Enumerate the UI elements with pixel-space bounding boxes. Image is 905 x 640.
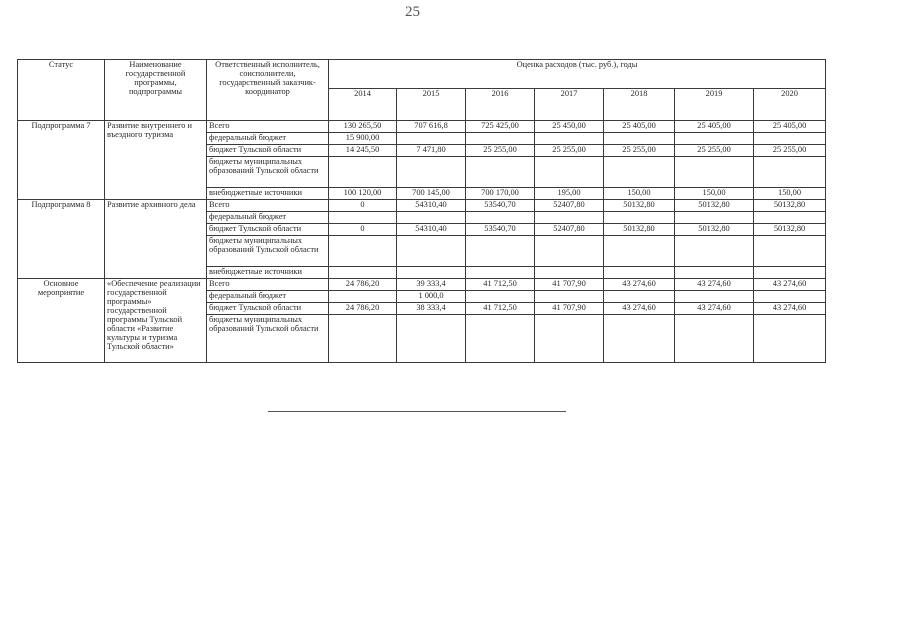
header-estimate: Оценка расходов (тыс. руб.), годы: [329, 60, 826, 89]
amount-cell: 25 405,00: [754, 121, 826, 133]
amount-cell: [754, 212, 826, 224]
amount-cell: 43 274,60: [754, 303, 826, 315]
funding-source: Всего: [207, 121, 329, 133]
funding-source: федеральный бюджет: [207, 291, 329, 303]
page-number: 25: [405, 4, 420, 20]
funding-source: федеральный бюджет: [207, 133, 329, 145]
amount-cell: 54310,40: [397, 200, 466, 212]
amount-cell: 53540,70: [466, 200, 535, 212]
amount-cell: [675, 133, 754, 145]
header-responsible: Ответственный исполнитель, соисполнители, государственный заказчик-координатор: [207, 60, 329, 121]
amount-cell: [466, 212, 535, 224]
amount-cell: [329, 236, 397, 267]
amount-cell: 50132,80: [604, 200, 675, 212]
amount-cell: 24 786,20: [329, 279, 397, 291]
amount-cell: [329, 315, 397, 363]
amount-cell: 39 333,4: [397, 279, 466, 291]
amount-cell: [466, 157, 535, 188]
amount-cell: 1 000,0: [397, 291, 466, 303]
amount-cell: [535, 212, 604, 224]
amount-cell: [397, 212, 466, 224]
funding-source: Всего: [207, 200, 329, 212]
amount-cell: 700 170,00: [466, 188, 535, 200]
amount-cell: [604, 267, 675, 279]
amount-cell: [466, 236, 535, 267]
funding-source: бюджет Тульской области: [207, 224, 329, 236]
amount-cell: 43 274,60: [754, 279, 826, 291]
amount-cell: 0: [329, 224, 397, 236]
header-year: 2016: [466, 89, 535, 121]
amount-cell: [535, 291, 604, 303]
amount-cell: [397, 133, 466, 145]
amount-cell: [329, 291, 397, 303]
amount-cell: [604, 133, 675, 145]
budget-table: [17, 59, 826, 363]
amount-cell: [754, 236, 826, 267]
amount-cell: [329, 157, 397, 188]
amount-cell: [535, 157, 604, 188]
amount-cell: 41 707,90: [535, 279, 604, 291]
amount-cell: [675, 212, 754, 224]
amount-cell: 24 786,20: [329, 303, 397, 315]
table-row: [18, 121, 826, 133]
program-status: Основное мероприятие: [18, 279, 105, 363]
amount-cell: 25 405,00: [604, 121, 675, 133]
amount-cell: [754, 291, 826, 303]
amount-cell: 41 712,50: [466, 303, 535, 315]
amount-cell: [754, 315, 826, 363]
amount-cell: [397, 157, 466, 188]
amount-cell: [397, 236, 466, 267]
amount-cell: 43 274,60: [604, 279, 675, 291]
amount-cell: 52407,80: [535, 200, 604, 212]
amount-cell: [535, 236, 604, 267]
amount-cell: 43 274,60: [675, 279, 754, 291]
amount-cell: 0: [329, 200, 397, 212]
amount-cell: 7 471,80: [397, 145, 466, 157]
amount-cell: 54310,40: [397, 224, 466, 236]
amount-cell: 50132,80: [754, 224, 826, 236]
amount-cell: [754, 157, 826, 188]
header-year: 2020: [754, 89, 826, 121]
amount-cell: 150,00: [754, 188, 826, 200]
amount-cell: 25 255,00: [675, 145, 754, 157]
amount-cell: 150,00: [675, 188, 754, 200]
funding-source: Всего: [207, 279, 329, 291]
amount-cell: [535, 267, 604, 279]
amount-cell: [329, 267, 397, 279]
header-year: 2018: [604, 89, 675, 121]
amount-cell: [675, 315, 754, 363]
amount-cell: 38 333,4: [397, 303, 466, 315]
amount-cell: [754, 133, 826, 145]
amount-cell: 25 255,00: [466, 145, 535, 157]
funding-source: внебюджетные источники: [207, 267, 329, 279]
funding-source: бюджеты муниципальных образований Тульской области: [207, 315, 329, 363]
amount-cell: 50132,80: [604, 224, 675, 236]
amount-cell: [675, 267, 754, 279]
amount-cell: [675, 236, 754, 267]
amount-cell: [329, 212, 397, 224]
header-year: 2019: [675, 89, 754, 121]
program-name: Развитие архивного дела: [105, 200, 207, 279]
table-body: [18, 121, 826, 363]
amount-cell: [604, 236, 675, 267]
amount-cell: [466, 291, 535, 303]
amount-cell: [604, 315, 675, 363]
amount-cell: 25 450,00: [535, 121, 604, 133]
amount-cell: 150,00: [604, 188, 675, 200]
amount-cell: 25 405,00: [675, 121, 754, 133]
amount-cell: 50132,80: [675, 224, 754, 236]
funding-source: федеральный бюджет: [207, 212, 329, 224]
amount-cell: [466, 315, 535, 363]
amount-cell: 707 616,8: [397, 121, 466, 133]
table-row: [18, 200, 826, 212]
table-header: [18, 60, 826, 121]
amount-cell: [754, 267, 826, 279]
program-name: Развитие внутреннего и въездного туризма: [105, 121, 207, 200]
amount-cell: [604, 157, 675, 188]
amount-cell: [466, 133, 535, 145]
amount-cell: 725 425,00: [466, 121, 535, 133]
funding-source: бюджет Тульской области: [207, 303, 329, 315]
funding-source: внебюджетные источники: [207, 188, 329, 200]
amount-cell: 195,00: [535, 188, 604, 200]
amount-cell: 25 255,00: [535, 145, 604, 157]
amount-cell: [604, 212, 675, 224]
amount-cell: 41 712,50: [466, 279, 535, 291]
amount-cell: 25 255,00: [754, 145, 826, 157]
amount-cell: 15 900,00: [329, 133, 397, 145]
header-year: 2015: [397, 89, 466, 121]
amount-cell: 25 255,00: [604, 145, 675, 157]
amount-cell: 130 265,50: [329, 121, 397, 133]
amount-cell: 53540,70: [466, 224, 535, 236]
amount-cell: [604, 291, 675, 303]
amount-cell: [466, 267, 535, 279]
amount-cell: 50132,80: [754, 200, 826, 212]
amount-cell: [675, 291, 754, 303]
funding-source: бюджеты муниципальных образований Тульской области: [207, 157, 329, 188]
program-name: «Обеспечение реализации государственной программы» государственной программы Тульской области «Развитие культуры и туризма Тульской области»: [105, 279, 207, 363]
amount-cell: 100 120,00: [329, 188, 397, 200]
amount-cell: [675, 157, 754, 188]
funding-source: бюджеты муниципальных образований Тульской области: [207, 236, 329, 267]
header-year: 2017: [535, 89, 604, 121]
amount-cell: [397, 267, 466, 279]
amount-cell: 43 274,60: [675, 303, 754, 315]
header-status: Статус: [18, 60, 105, 121]
funding-source: бюджет Тульской области: [207, 145, 329, 157]
amount-cell: 43 274,60: [604, 303, 675, 315]
amount-cell: 50132,80: [675, 200, 754, 212]
table-row: [18, 279, 826, 291]
amount-cell: [535, 133, 604, 145]
amount-cell: 14 245,50: [329, 145, 397, 157]
amount-cell: [535, 315, 604, 363]
amount-cell: 41 707,90: [535, 303, 604, 315]
amount-cell: [397, 315, 466, 363]
footer-rule: [268, 411, 566, 412]
program-status: Подпрограмма 7: [18, 121, 105, 200]
header-program-name: Наименование государственной программы, подпрограммы: [105, 60, 207, 121]
amount-cell: 700 145,00: [397, 188, 466, 200]
program-status: Подпрограмма 8: [18, 200, 105, 279]
amount-cell: 52407,80: [535, 224, 604, 236]
header-year: 2014: [329, 89, 397, 121]
